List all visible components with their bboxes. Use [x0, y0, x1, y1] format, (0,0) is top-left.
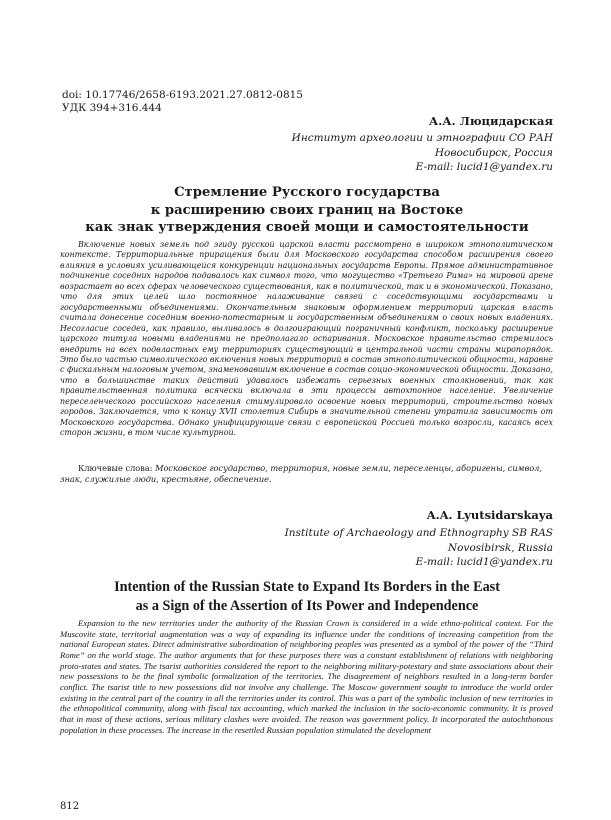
- title-line: Стремление Русского государства: [174, 185, 440, 200]
- author-name-ru: А.А. Люцидарская: [428, 114, 553, 128]
- keywords-ru: [60, 463, 553, 485]
- doi: doi: 10.17746/2658-6193.2021.27.0812-0815: [62, 89, 303, 101]
- article-title-en: [60, 578, 554, 616]
- institute-ru: Институт археологии и этнографии СО РАН: [291, 132, 553, 144]
- article-title-ru: [60, 184, 554, 237]
- city-ru: Новосибирск, Россия: [434, 147, 553, 159]
- title-line: Intention of the Russian State to Expand Its Borders in the East: [114, 579, 500, 595]
- title-line: к расширению своих границ на Востоке: [150, 202, 464, 218]
- title-line: as a Sign of the Assertion of Its Power and Independence: [135, 598, 479, 614]
- udk: УДК 394+316.444: [62, 102, 162, 114]
- abstract-en: Expansion to the new territories under the authority of the Russian Crown is considered in a wide ethno-political context. For the Muscovite state, territorial augmentation was a way of expanding its influence under the conditions of increasing competition from the national European states. Direct administrative subordination of neighboring peoples was presented as a symbol of the power of the “Third Rome” on the world stage. The author arguments that for these purposes there was a constant establishment of relations with neighboring proto-states and states. The tsarist authorities considered the report to the neighboring military-potestary and state associations about their new possessions to be the final symbolic formalization of the territories. The disagreement of neighbors resulted in a long-term border conflict. The tsarist title to new possessions did not involve any challenge. The Moscow government sought to introduce the world order existing in the central part of the country in all the territories under its control. This was a part of the symbolic inclusion of new territories in the ethnopolitical community, along with fiscal tax accounting, which marked the inclusion in the socio-economic community. It is proved that in most of these actions, serious military clashes were avoided. The reason was government policy. It incorporated the autochthonous population in these processes. The increase in the resettled Russian population stimulated the development: [60, 618, 553, 735]
- keywords-label: Ключевые слова:: [78, 463, 153, 473]
- title-line: как знак утверждения своей мощи и самостоятельности: [85, 220, 529, 235]
- keywords-values: Московское государство, территория, новые земли, переселенцы, аборигены, символ, знак, служилые люди, крестьяне, обеспечение.: [60, 463, 542, 484]
- city-en: Novosibirsk, Russia: [447, 542, 553, 554]
- author-name-en: A.A. Lyutsidarskaya: [426, 508, 553, 522]
- email-ru: E-mail: lucid1@yandex.ru: [415, 161, 553, 173]
- page-number: 812: [60, 801, 80, 812]
- email-en: E-mail: lucid1@yandex.ru: [415, 556, 553, 568]
- abstract-ru: Включение новых земель под эгиду русской царской власти рассмотрено в широком этнополитическом контексте. Территориальные приращения были для Московского государства способом расширения своего влияния в условиях усиливающейся конкуренции национальных государств Европы. Прямое административное подчинение соседних народов подавалось как символ того, что могущество «Третьего Рима» на мировой арене возрастает во всех сферах человеческого существования, как в политической, так и в экономической. Показано, что для этих целей шло постоянное налаживание связей с соседствующими государствами и государственными объединениями. Окончательным знаковым оформлением территорий царская власть считала донесение соседним военно-потестарным и государственным объединениям о своих новых владениях. Несогласие соседей, как правило, выливалось в долгоиграющий пограничный конфликт, поскольку расширение царского титула новыми владениями не предполагало оспаривания. Московское правительство стремилось внедрить на всех подвластных ему территориях существующий в центральной части страны миропорядок. Это было частью символического включения новых территорий в состав этнополитической общности, наравне с фискальным налоговым учетом, знаменовавшим включение в состав социо-экономической общности. Доказано, что в большинстве таких действий удавалось избежать серьезных военных столкновений, так как правительственная политика всячески включала в эти процессы автохтонное население. Увеличение переселенческого российского населения стимулировало освоение новых территорий, строительство новых городов. Заключается, что к концу XVII столетия Сибирь в значительной степени утратила зависимость от Московского государства. Однако унифицирующие связи с европейской Россией только возросли, касаясь всех сторон жизни, в том числе культурной.: [60, 240, 553, 438]
- institute-en: Institute of Archaeology and Ethnography SB RAS: [284, 527, 553, 539]
